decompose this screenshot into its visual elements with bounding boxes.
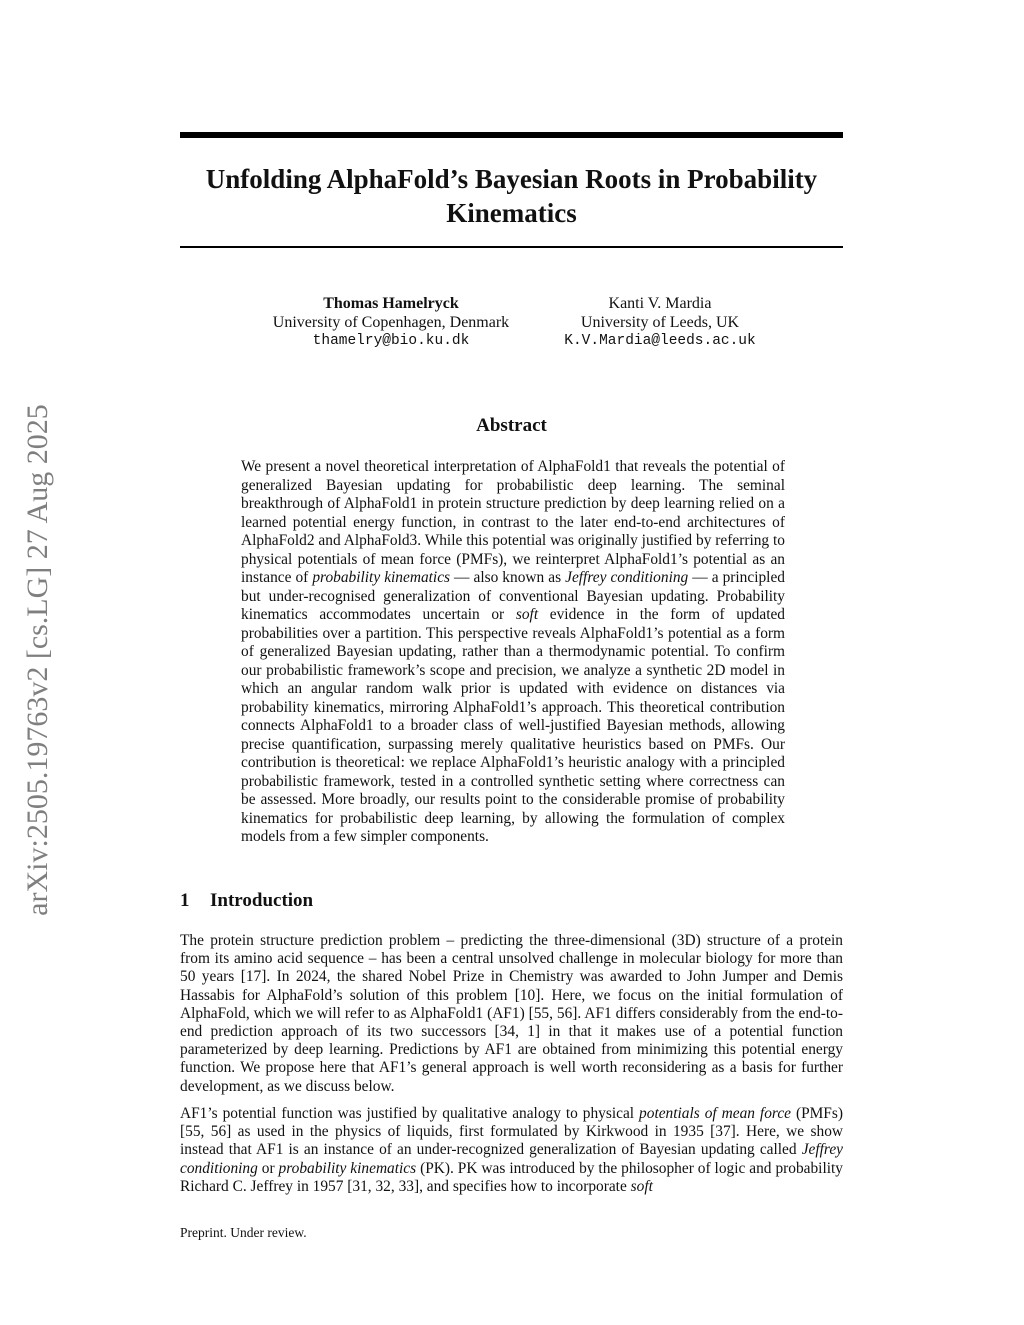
paragraph-emphasis: probability kinematics	[278, 1159, 417, 1177]
section-title: Introduction	[210, 890, 314, 911]
paragraph-emphasis: potentials of mean force	[639, 1105, 791, 1122]
title-bottom-rule	[180, 246, 843, 248]
abstract-text-part: — a principled but under-recognised generalization of conventional Bayesian updating. Probability kinematics accommodates uncertain or	[241, 569, 785, 623]
author-name: Kanti V. Mardia	[608, 295, 712, 312]
author-affiliation: University of Leeds, UK	[580, 314, 740, 331]
author-email[interactable]: K.V.Mardia@leeds.ac.uk	[564, 333, 756, 349]
author-block-2	[540, 294, 780, 351]
arxiv-identifier: arXiv:2505.19763v2 [cs.LG] 27 Aug 2025	[21, 404, 54, 916]
intro-paragraph-2	[180, 1105, 843, 1196]
paragraph-text-part: or	[257, 1159, 279, 1177]
author-name: Thomas Hamelryck	[323, 295, 459, 312]
footer-note: Preprint. Under review.	[180, 1225, 307, 1240]
abstract-text-part: — also known as	[450, 569, 566, 586]
intro-paragraph-1: The protein structure prediction problem – predicting the three-dimensional (3D) structure of a protein from its amino acid sequence – has been a central unsolved challenge in molecular biology for more than 50 years [17]. In 2024, the shared Nobel Prize in Chemistry was awarded to John Jumper and Demis Hassabis for AlphaFold’s solution of this problem [10]. Here, we focus on the initial formulation of AlphaFold, which we will refer to as AlphaFold1 (AF1) [55, 56]. AF1 differs considerably from the end-to-end prediction approach of its two successors [34, 1] in that it makes use of a potential function parameterized by deep learning. Predictions by AF1 are obtained from minimizing this potential energy function. We propose here that AF1’s general approach is well worth reconsidering as a basis for further development, as we discuss below.	[180, 932, 843, 1095]
title-top-rule	[180, 132, 843, 138]
paragraph-emphasis: soft	[630, 1177, 653, 1195]
abstract-emphasis: probability kinematics	[312, 569, 451, 586]
abstract-text-part: evidence in the form of updated probabilities over a partition. This perspective reveals AlphaFold1’s potential as a form of generalized Bayesian updating, rather than a thermodynamic potential. To confirm our probabilistic framework’s scope and precision, we analyze a synthetic 2D model in which an angular random walk prior is updated with evidence on distances via probability kinematics, mirroring AlphaFold1’s approach. This theoretical contribution connects AlphaFold1 to a broader class of well-justified Bayesian methods, allowing precise quantification, surpassing merely qualitative heuristics based on PMFs. Our contribution is theoretical: we replace AlphaFold1’s heuristic analogy with a principled probabilistic framework, tested in a controlled synthetic setting where correctness can be assessed. More broadly, our results point to the considerable promise of probability kinematics for probabilistic deep learning, by allowing the formulation of complex models from a few simpler components.	[241, 606, 785, 845]
author-block-1	[256, 294, 526, 351]
paper-title: Unfolding AlphaFold’s Bayesian Roots in Probability Kinematics	[205, 164, 818, 228]
abstract-text	[241, 458, 785, 847]
section-number: 1	[180, 890, 190, 911]
paragraph-text-part: AF1’s potential function was justified by qualitative analogy to physical	[180, 1105, 640, 1122]
abstract-heading: Abstract	[476, 415, 547, 436]
author-email[interactable]: thamelry@bio.ku.dk	[312, 333, 470, 349]
paragraph-text-part: (PMFs) [55, 56] as used in the physics of liquids, first formulated by Kirkwood in 1935 [37]. Here, we show instead that AF1 is an instance of an under-recognized generalization of Bayesian updating called	[180, 1105, 843, 1159]
paragraph-text-part: (PK). PK was introduced by the philosopher of logic and probability Richard C. Jeffrey in 1957 [31, 32, 33], and specifies how to incorporate	[180, 1159, 843, 1195]
abstract-emphasis: soft	[515, 606, 539, 623]
paragraph-emphasis: Jeffrey conditioning	[180, 1141, 843, 1177]
abstract-text-part: We present a novel theoretical interpretation of AlphaFold1 that reveals the potential of generalized Bayesian updating for probabilistic deep learning. The seminal breakthrough of AlphaFold1 in protein structure prediction by deep learning relied on a learned potential energy function, in contrast to the later end-to-end architectures of AlphaFold2 and AlphaFold3. While this potential was originally justified by referring to physical potentials of mean force (PMFs), we reinterpret AlphaFold1’s potential as an instance of	[241, 458, 785, 586]
author-affiliation: University of Copenhagen, Denmark	[272, 314, 510, 331]
section-heading	[180, 890, 313, 912]
abstract-emphasis: Jeffrey conditioning	[565, 569, 689, 586]
